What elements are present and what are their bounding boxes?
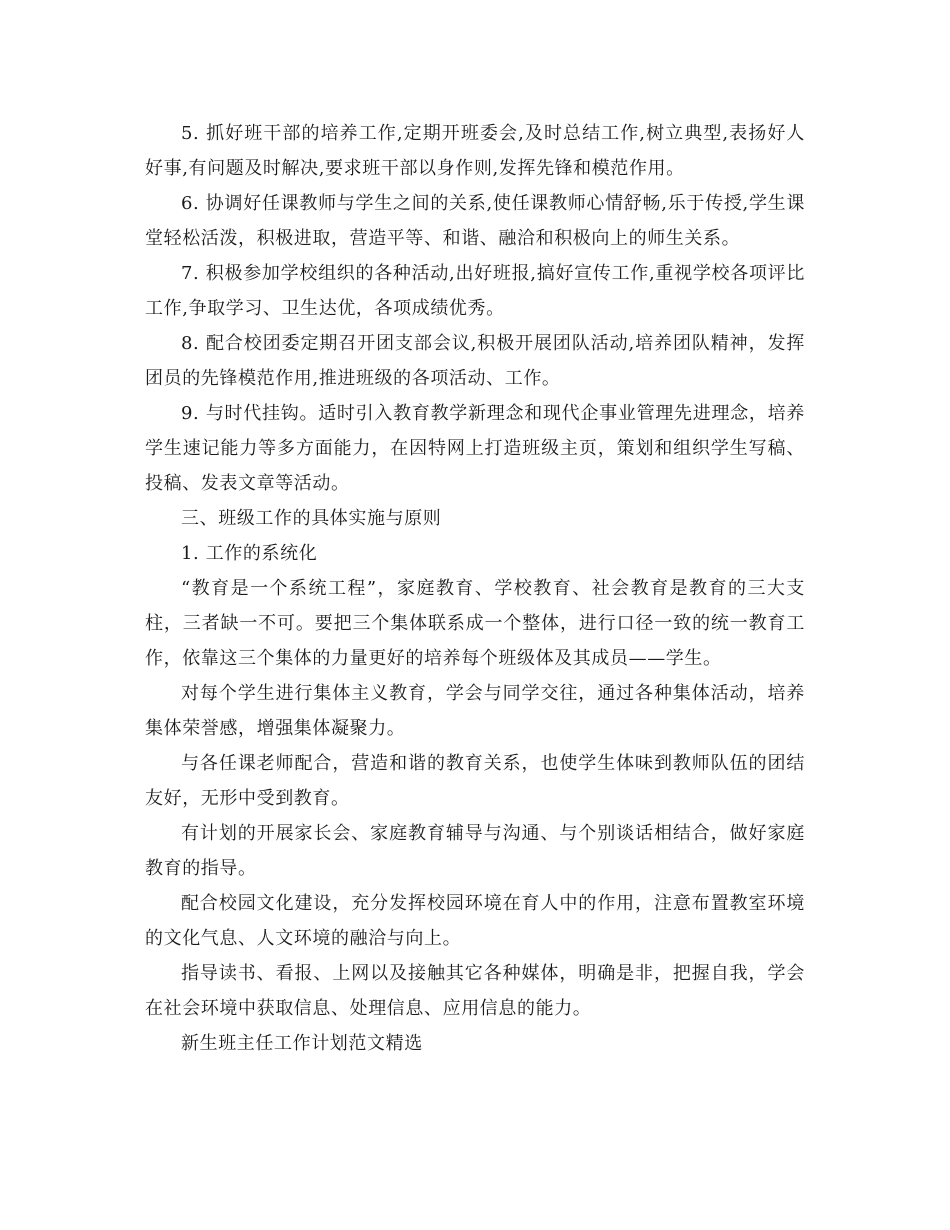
paragraph-system-education: “教育是一个系统工程”，家庭教育、学校教育、社会教育是教育的三大支柱，三者缺一不可。要把三个集体联系成一个整体，进行口径一致的统一教育工作，依靠这三个集体的力量更好的培养每个班级体及其成员——学生。 bbox=[145, 578, 805, 669]
paragraph-item-7: 7. 积极参加学校组织的各种活动,出好班报,搞好宣传工作,重视学校各项评比工作,争取学习、卫生达优，各项成绩优秀。 bbox=[145, 263, 805, 319]
paragraph-media-guidance: 指导读书、看报、上网以及接触其它各种媒体，明确是非，把握自我，学会在社会环境中获取信息、处理信息、应用信息的能力。 bbox=[145, 963, 805, 1019]
paragraph-item-6: 6. 协调好任课教师与学生之间的关系,使任课教师心情舒畅,乐于传授,学生课堂轻松活泼，积极进取，营造平等、和谐、融洽和积极向上的师生关系。 bbox=[145, 193, 805, 249]
paragraph-family-education: 有计划的开展家长会、家庭教育辅导与沟通、与个别谈话相结合，做好家庭教育的指导。 bbox=[145, 823, 805, 879]
paragraph-item-5: 5. 抓好班干部的培养工作,定期开班委会,及时总结工作,树立典型,表扬好人好事,有问题及时解决,要求班干部以身作则,发挥先锋和模范作用。 bbox=[145, 123, 805, 179]
paragraph-item-8: 8. 配合校团委定期召开团支部会议,积极开展团队活动,培养团队精神，发挥团员的先锋模范作用,推进班级的各项活动、工作。 bbox=[145, 333, 805, 389]
document-body bbox=[145, 116, 805, 1061]
next-section-title: 新生班主任工作计划范文精选 bbox=[181, 1033, 423, 1054]
paragraph-item-9: 9. 与时代挂钩。适时引入教育教学新理念和现代企事业管理先进理念，培养学生速记能力等多方面能力，在因特网上打造班级主页，策划和组织学生写稿、投稿、发表文章等活动。 bbox=[145, 403, 805, 494]
section-heading: 三、班级工作的具体实施与原则 bbox=[181, 508, 442, 529]
paragraph-collectivism: 对每个学生进行集体主义教育，学会与同学交往，通过各种集体活动，培养集体荣誉感，增强集体凝聚力。 bbox=[145, 683, 805, 739]
paragraph-teacher-cooperation: 与各任课老师配合，营造和谐的教育关系，也使学生体味到教师队伍的团结友好，无形中受到教育。 bbox=[145, 753, 805, 809]
subsection-heading: 1. 工作的系统化 bbox=[181, 543, 318, 564]
paragraph-campus-culture: 配合校园文化建设，充分发挥校园环境在育人中的作用，注意布置教室环境的文化气息、人文环境的融洽与向上。 bbox=[145, 893, 805, 949]
